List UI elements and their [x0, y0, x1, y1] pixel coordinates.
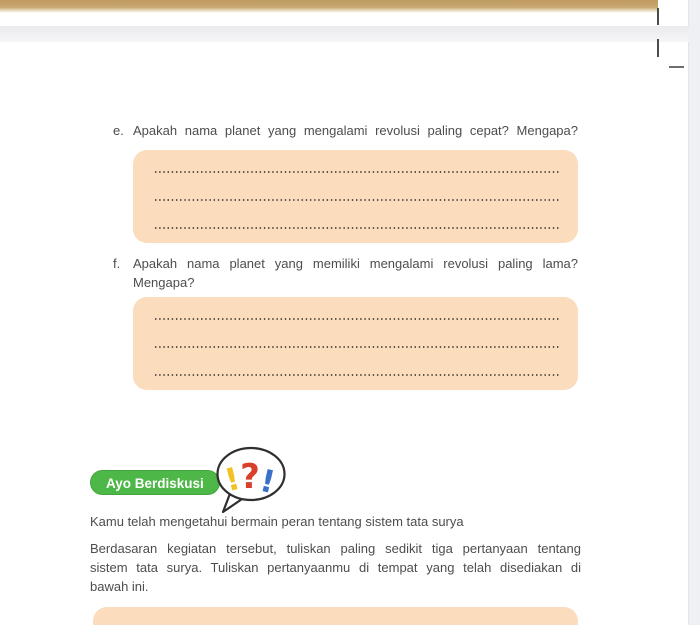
question-f-text-line1: Apakah nama planet yang memiliki mengalami revolusi paling lama? — [133, 256, 578, 271]
question-e — [113, 121, 578, 140]
instruction-paragraph — [90, 539, 581, 596]
answer-box-f — [133, 297, 578, 390]
cursor-mark-top — [657, 8, 659, 25]
answer-line — [155, 373, 561, 376]
scrollbar-track[interactable] — [688, 0, 700, 625]
interrobang-speech-bubble-icon — [211, 443, 293, 518]
question-e-letter: e. — [113, 123, 124, 138]
instruction-line-1: Berdasaran kegiatan tersebut, tuliskan paling sedikit tiga pertanyaan tentang — [90, 541, 581, 556]
question-f-text-line2: Mengapa? — [133, 275, 195, 290]
instruction-line-2: sistem tata surya. Tuliskan pertanyaanmu di tempat yang telah disediakan di — [90, 560, 581, 575]
intro-paragraph: Kamu telah mengetahui bermain peran tentang sistem tata surya — [90, 514, 464, 529]
top-accent-bar — [0, 0, 658, 13]
answer-box-discussion-partial — [93, 607, 578, 625]
answer-line — [155, 345, 561, 348]
answer-box-e — [133, 150, 578, 243]
page-divider-strip — [0, 26, 689, 42]
answer-line — [155, 226, 561, 229]
cursor-mark-middle — [657, 39, 659, 57]
question-f — [113, 254, 578, 292]
answer-line — [155, 198, 561, 201]
dash-mark — [669, 66, 684, 68]
instruction-line-3: bawah ini. — [90, 579, 149, 594]
bubble-exclamation-yellow: ! — [221, 460, 244, 500]
section-badge-ayo-berdiskusi: Ayo Berdiskusi — [90, 470, 220, 495]
bubble-question-mark-red: ? — [240, 457, 260, 497]
answer-line — [155, 317, 561, 320]
bubble-exclamation-blue: ! — [256, 462, 279, 502]
question-e-text: Apakah nama planet yang mengalami revolusi paling cepat? Mengapa? — [133, 123, 578, 138]
question-f-letter: f. — [113, 256, 121, 271]
answer-line — [155, 170, 561, 173]
